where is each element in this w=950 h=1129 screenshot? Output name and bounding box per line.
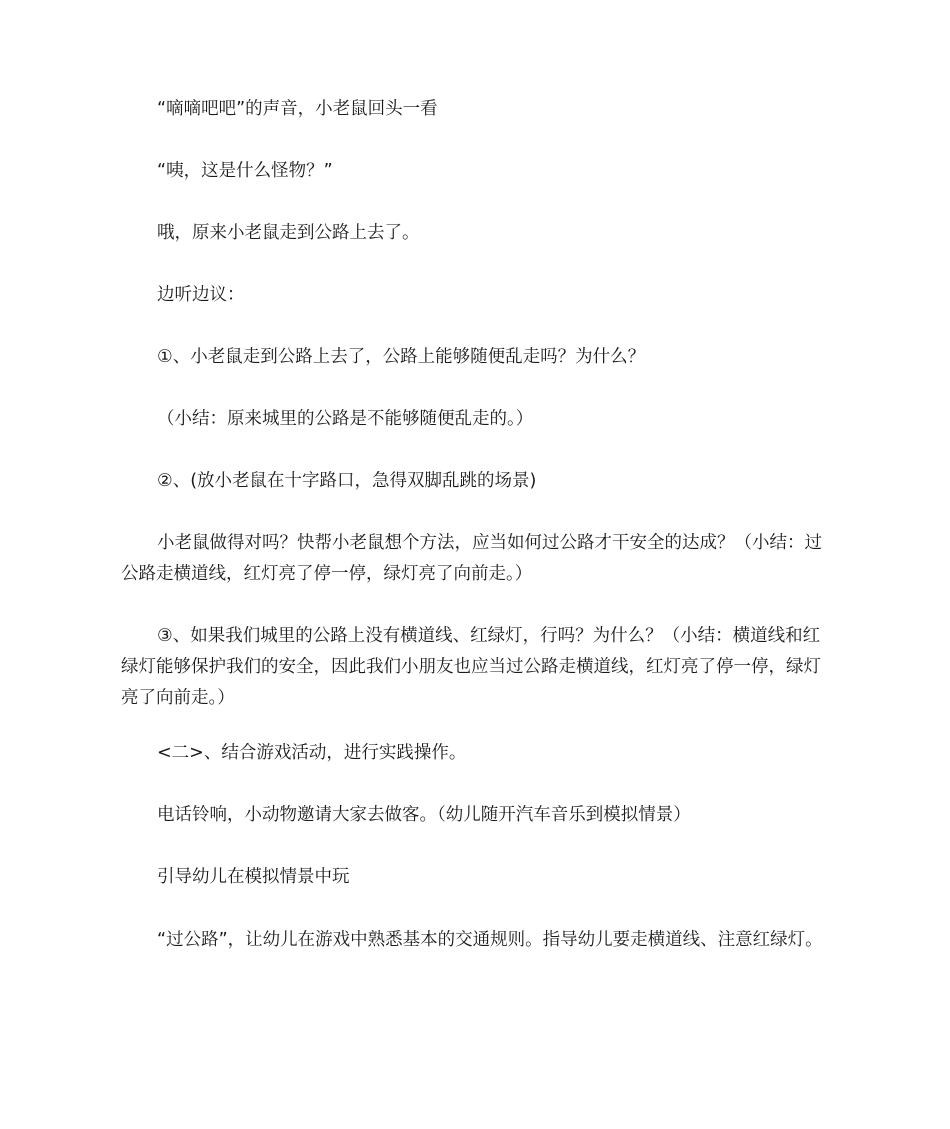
paragraph-2: “咦，这是什么怪物？” — [157, 161, 333, 181]
paragraph-13: “过公路”，让幼儿在游戏中熟悉基本的交通规则。指导幼儿要走横道线、注意红绿灯。 — [157, 930, 823, 950]
paragraph-6: （小结：原来城里的公路是不能够随便乱走的。） — [157, 409, 534, 429]
paragraph-5: ①、小老鼠走到公路上去了，公路上能够随便乱走吗？为什么？ — [157, 347, 646, 367]
paragraph-12: 引导幼儿在模拟情景中玩 — [157, 867, 350, 887]
paragraph-9: ③、如果我们城里的公路上没有横道线、红绿灯，行吗？为什么？（小结：横道线和红绿灯能够保护我们的安全，因此我们小朋友也应当过公路走横道线，红灯亮了停一停，绿灯亮了向前走。） — [121, 626, 821, 708]
paragraph-3: 哦，原来小老鼠走到公路上去了。 — [157, 223, 420, 243]
paragraph-10: <二>、结合游戏活动，进行实践操作。 — [157, 743, 467, 763]
paragraph-8: 小老鼠做得对吗？快帮小老鼠想个方法，应当如何过公路才干安全的达成？（小结：过公路走横道线，红灯亮了停一停，绿灯亮了向前走。） — [121, 533, 822, 584]
paragraph-7: ②、(放小老鼠在十字路口，急得双脚乱跳的场景) — [157, 471, 537, 491]
paragraph-11: 电话铃响，小动物邀请大家去做客。（幼儿随开汽车音乐到模拟情景） — [157, 805, 691, 825]
paragraph-4: 边听边议： — [157, 285, 245, 305]
paragraph-1: “嘀嘀吧吧”的声音，小老鼠回头一看 — [157, 99, 438, 119]
